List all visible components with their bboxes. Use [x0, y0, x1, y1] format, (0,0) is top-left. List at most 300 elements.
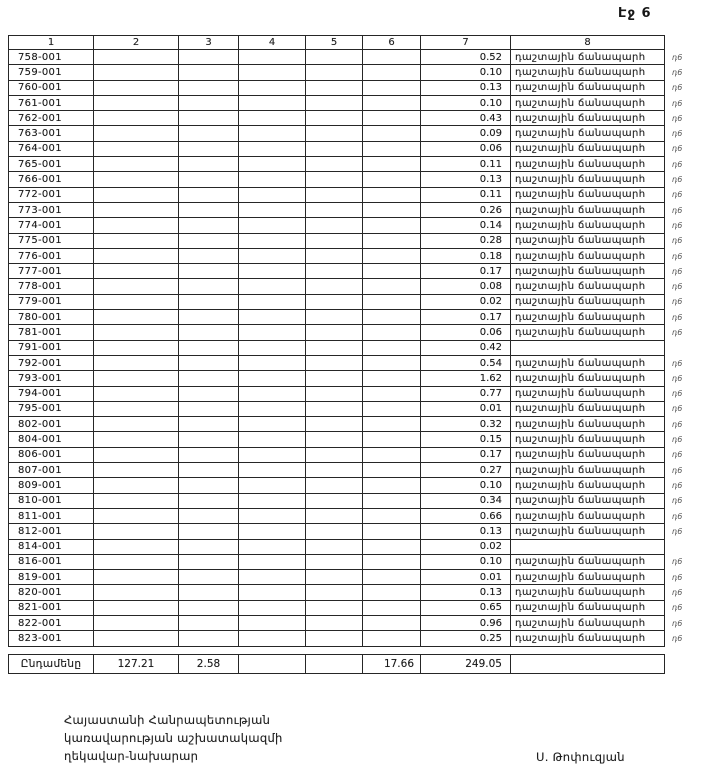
- empty-cell: [94, 585, 179, 600]
- table-body: [9, 50, 695, 647]
- table-row: [9, 478, 695, 493]
- row-code: 804-001: [9, 432, 94, 447]
- table-header-row: [9, 36, 695, 50]
- margin-mark: դ6: [672, 282, 683, 292]
- margin-mark: դ6: [672, 220, 683, 230]
- row-description: դաշտային ճանապարհ: [511, 294, 665, 309]
- table-row: [9, 202, 695, 217]
- margin-mark: դ6: [672, 358, 683, 368]
- empty-cell: [94, 554, 179, 569]
- empty-cell: [94, 508, 179, 523]
- empty-cell: [363, 325, 421, 340]
- row-value: 1.62: [421, 371, 511, 386]
- empty-cell: [306, 126, 363, 141]
- margin-mark: դ6: [672, 67, 683, 77]
- table-row: [9, 172, 695, 187]
- empty-cell: [94, 80, 179, 95]
- empty-cell: [306, 355, 363, 370]
- empty-cell: [363, 50, 421, 65]
- empty-cell: [306, 187, 363, 202]
- empty-cell: [179, 355, 239, 370]
- empty-cell: [511, 655, 665, 674]
- empty-cell: [179, 463, 239, 478]
- margin-mark: դ6: [672, 159, 683, 169]
- column-header: 5: [306, 36, 363, 50]
- margin-spacer: [665, 36, 695, 50]
- row-value: 0.52: [421, 50, 511, 65]
- row-description: դաշտային ճանապարհ: [511, 218, 665, 233]
- row-description: դաշտային ճանապարհ: [511, 493, 665, 508]
- table-row: [9, 294, 695, 309]
- empty-cell: [363, 172, 421, 187]
- empty-cell: [239, 279, 306, 294]
- empty-cell: [179, 447, 239, 462]
- table-row: [9, 524, 695, 539]
- empty-cell: [239, 554, 306, 569]
- empty-cell: [363, 463, 421, 478]
- empty-cell: [179, 126, 239, 141]
- column-header: 4: [239, 36, 306, 50]
- empty-cell: [363, 310, 421, 325]
- table-row: [9, 447, 695, 462]
- empty-cell: [306, 294, 363, 309]
- empty-cell: [94, 355, 179, 370]
- empty-cell: [94, 172, 179, 187]
- empty-cell: [94, 493, 179, 508]
- margin-mark: դ6: [672, 465, 683, 475]
- row-value: 0.10: [421, 554, 511, 569]
- table-row: [9, 111, 695, 126]
- empty-cell: [239, 218, 306, 233]
- margin-mark: դ6: [672, 389, 683, 399]
- empty-cell: [363, 539, 421, 554]
- table-row: [9, 95, 695, 110]
- margin-mark: դ6: [672, 236, 683, 246]
- empty-cell: [179, 585, 239, 600]
- margin-mark: դ6: [672, 419, 683, 429]
- row-value: 0.13: [421, 585, 511, 600]
- margin-mark: [665, 340, 695, 355]
- margin-mark: դ6: [672, 98, 683, 108]
- empty-cell: [363, 187, 421, 202]
- signatory-line-3: ղեկավար-նախարար: [64, 748, 199, 763]
- margin-mark: դ6: [672, 83, 683, 93]
- row-code: 812-001: [9, 524, 94, 539]
- totals-label: Ընդամենը: [9, 655, 94, 674]
- empty-cell: [239, 615, 306, 630]
- margin-mark: դ6: [672, 175, 683, 185]
- row-code: 814-001: [9, 539, 94, 554]
- empty-cell: [306, 264, 363, 279]
- empty-cell: [179, 157, 239, 172]
- empty-cell: [306, 585, 363, 600]
- page-number-label: Էջ 6: [618, 6, 652, 21]
- row-description: դաշտային ճանապարհ: [511, 233, 665, 248]
- empty-cell: [363, 233, 421, 248]
- empty-cell: [94, 340, 179, 355]
- row-code: 761-001: [9, 95, 94, 110]
- table-row: [9, 570, 695, 585]
- empty-cell: [239, 508, 306, 523]
- empty-cell: [94, 447, 179, 462]
- row-value: 0.65: [421, 600, 511, 615]
- empty-cell: [179, 325, 239, 340]
- empty-cell: [363, 264, 421, 279]
- row-description: դաշտային ճանապարհ: [511, 172, 665, 187]
- empty-cell: [179, 371, 239, 386]
- margin-mark: դ6: [672, 312, 683, 322]
- empty-cell: [239, 570, 306, 585]
- empty-cell: [239, 325, 306, 340]
- row-value: 0.13: [421, 524, 511, 539]
- empty-cell: [363, 202, 421, 217]
- empty-cell: [306, 371, 363, 386]
- totals-col6-value: 17.66: [363, 655, 421, 674]
- margin-mark: դ6: [672, 603, 683, 613]
- empty-cell: [94, 386, 179, 401]
- margin-mark: դ6: [672, 190, 683, 200]
- row-code: 760-001: [9, 80, 94, 95]
- empty-cell: [239, 65, 306, 80]
- totals-row: [9, 655, 665, 674]
- table-row: [9, 340, 695, 355]
- empty-cell: [363, 141, 421, 156]
- signatory-title-block: [64, 712, 283, 765]
- row-code: 819-001: [9, 570, 94, 585]
- empty-cell: [239, 233, 306, 248]
- row-code: 758-001: [9, 50, 94, 65]
- row-code: 777-001: [9, 264, 94, 279]
- empty-cell: [363, 65, 421, 80]
- row-value: 0.11: [421, 187, 511, 202]
- row-description: դաշտային ճանապարհ: [511, 371, 665, 386]
- row-description: դաշտային ճանապարհ: [511, 248, 665, 263]
- row-code: 764-001: [9, 141, 94, 156]
- empty-cell: [306, 432, 363, 447]
- empty-cell: [179, 141, 239, 156]
- row-description: դաշտային ճանապարհ: [511, 80, 665, 95]
- empty-cell: [179, 233, 239, 248]
- row-description: դաշտային ճանապարհ: [511, 478, 665, 493]
- signatory-line-2: կառավարության աշխատակազմի: [64, 730, 283, 745]
- row-description: դաշտային ճանապարհ: [511, 50, 665, 65]
- empty-cell: [239, 539, 306, 554]
- empty-cell: [363, 524, 421, 539]
- row-description: դաշտային ճանապարհ: [511, 570, 665, 585]
- empty-cell: [363, 554, 421, 569]
- empty-cell: [239, 401, 306, 416]
- column-header: 2: [94, 36, 179, 50]
- table-row: [9, 50, 695, 65]
- margin-mark: դ6: [672, 633, 683, 643]
- empty-cell: [239, 294, 306, 309]
- empty-cell: [363, 478, 421, 493]
- empty-cell: [363, 126, 421, 141]
- margin-mark: դ6: [672, 113, 683, 123]
- row-code: 772-001: [9, 187, 94, 202]
- row-description: դաշտային ճանապարհ: [511, 401, 665, 416]
- empty-cell: [306, 325, 363, 340]
- empty-cell: [239, 248, 306, 263]
- empty-cell: [94, 218, 179, 233]
- empty-cell: [94, 294, 179, 309]
- empty-cell: [363, 432, 421, 447]
- row-description: դաշտային ճանապարհ: [511, 508, 665, 523]
- margin-mark: դ6: [672, 205, 683, 215]
- empty-cell: [306, 310, 363, 325]
- empty-cell: [179, 554, 239, 569]
- empty-cell: [363, 401, 421, 416]
- empty-cell: [94, 111, 179, 126]
- empty-cell: [306, 248, 363, 263]
- row-value: 0.25: [421, 631, 511, 646]
- empty-cell: [179, 279, 239, 294]
- empty-cell: [94, 371, 179, 386]
- table-row: [9, 554, 695, 569]
- empty-cell: [306, 340, 363, 355]
- row-description: դաշտային ճանապարհ: [511, 264, 665, 279]
- empty-cell: [94, 524, 179, 539]
- empty-cell: [363, 386, 421, 401]
- totals-table: [8, 654, 665, 674]
- table-row: [9, 310, 695, 325]
- empty-cell: [306, 631, 363, 646]
- empty-cell: [179, 111, 239, 126]
- empty-cell: [239, 655, 306, 674]
- row-code: 779-001: [9, 294, 94, 309]
- row-value: 0.18: [421, 248, 511, 263]
- row-description: դաշտային ճանապարհ: [511, 279, 665, 294]
- row-value: 0.01: [421, 401, 511, 416]
- row-description: դաշտային ճանապարհ: [511, 111, 665, 126]
- empty-cell: [94, 463, 179, 478]
- empty-cell: [94, 478, 179, 493]
- empty-cell: [239, 126, 306, 141]
- empty-cell: [363, 340, 421, 355]
- row-description: դաշտային ճանապարհ: [511, 585, 665, 600]
- row-description: դաշտային ճանապարհ: [511, 386, 665, 401]
- empty-cell: [94, 615, 179, 630]
- empty-cell: [306, 50, 363, 65]
- row-value: 0.43: [421, 111, 511, 126]
- row-description: [511, 340, 665, 355]
- empty-cell: [94, 401, 179, 416]
- empty-cell: [94, 202, 179, 217]
- row-value: 0.13: [421, 172, 511, 187]
- row-value: 0.17: [421, 264, 511, 279]
- row-code: 802-001: [9, 417, 94, 432]
- row-description: դաշտային ճանապարհ: [511, 325, 665, 340]
- margin-mark: դ6: [672, 129, 683, 139]
- table-row: [9, 325, 695, 340]
- empty-cell: [179, 386, 239, 401]
- row-code: 794-001: [9, 386, 94, 401]
- table-row: [9, 508, 695, 523]
- row-value: 0.13: [421, 80, 511, 95]
- empty-cell: [179, 478, 239, 493]
- empty-cell: [179, 202, 239, 217]
- empty-cell: [363, 111, 421, 126]
- empty-cell: [179, 493, 239, 508]
- empty-cell: [94, 600, 179, 615]
- table-row: [9, 539, 695, 554]
- row-description: դաշտային ճանապարհ: [511, 432, 665, 447]
- row-value: 0.96: [421, 615, 511, 630]
- row-description: դաշտային ճանապարհ: [511, 95, 665, 110]
- empty-cell: [306, 218, 363, 233]
- empty-cell: [179, 310, 239, 325]
- empty-cell: [306, 600, 363, 615]
- row-value: 0.34: [421, 493, 511, 508]
- empty-cell: [363, 615, 421, 630]
- row-code: 773-001: [9, 202, 94, 217]
- empty-cell: [239, 524, 306, 539]
- row-value: 0.01: [421, 570, 511, 585]
- row-code: 763-001: [9, 126, 94, 141]
- row-description: դաշտային ճանապարհ: [511, 187, 665, 202]
- empty-cell: [179, 340, 239, 355]
- empty-cell: [179, 248, 239, 263]
- empty-cell: [306, 615, 363, 630]
- margin-mark: դ6: [672, 572, 683, 582]
- empty-cell: [179, 417, 239, 432]
- row-code: 778-001: [9, 279, 94, 294]
- empty-cell: [179, 508, 239, 523]
- empty-cell: [179, 432, 239, 447]
- empty-cell: [179, 570, 239, 585]
- row-code: 780-001: [9, 310, 94, 325]
- row-description: դաշտային ճանապարհ: [511, 141, 665, 156]
- empty-cell: [306, 554, 363, 569]
- row-code: 823-001: [9, 631, 94, 646]
- empty-cell: [179, 294, 239, 309]
- empty-cell: [306, 401, 363, 416]
- row-code: 792-001: [9, 355, 94, 370]
- empty-cell: [94, 248, 179, 263]
- empty-cell: [94, 157, 179, 172]
- row-value: 0.10: [421, 95, 511, 110]
- empty-cell: [363, 600, 421, 615]
- margin-mark: դ6: [672, 373, 683, 383]
- margin-mark: դ6: [672, 526, 683, 536]
- empty-cell: [239, 463, 306, 478]
- margin-mark: դ6: [672, 52, 683, 62]
- empty-cell: [306, 524, 363, 539]
- row-description: դաշտային ճանապարհ: [511, 600, 665, 615]
- row-value: 0.54: [421, 355, 511, 370]
- table-row: [9, 615, 695, 630]
- row-code: 774-001: [9, 218, 94, 233]
- table-row: [9, 631, 695, 646]
- empty-cell: [179, 539, 239, 554]
- table-row: [9, 65, 695, 80]
- row-value: 0.14: [421, 218, 511, 233]
- empty-cell: [94, 279, 179, 294]
- empty-cell: [306, 478, 363, 493]
- row-description: դաշտային ճանապարհ: [511, 631, 665, 646]
- empty-cell: [179, 65, 239, 80]
- table-row: [9, 279, 695, 294]
- empty-cell: [239, 417, 306, 432]
- totals-col2-value: 127.21: [94, 655, 179, 674]
- table-row: [9, 126, 695, 141]
- table-row: [9, 432, 695, 447]
- row-code: 791-001: [9, 340, 94, 355]
- empty-cell: [363, 371, 421, 386]
- row-code: 776-001: [9, 248, 94, 263]
- row-code: 809-001: [9, 478, 94, 493]
- empty-cell: [363, 248, 421, 263]
- empty-cell: [94, 264, 179, 279]
- empty-cell: [306, 80, 363, 95]
- row-value: 0.17: [421, 447, 511, 462]
- margin-mark: դ6: [672, 618, 683, 628]
- margin-mark: դ6: [672, 327, 683, 337]
- empty-cell: [179, 631, 239, 646]
- empty-cell: [179, 80, 239, 95]
- row-value: 0.77: [421, 386, 511, 401]
- empty-cell: [94, 233, 179, 248]
- empty-cell: [306, 233, 363, 248]
- empty-cell: [239, 187, 306, 202]
- row-value: 0.26: [421, 202, 511, 217]
- empty-cell: [94, 539, 179, 554]
- empty-cell: [239, 585, 306, 600]
- empty-cell: [239, 172, 306, 187]
- empty-cell: [239, 80, 306, 95]
- row-value: 0.09: [421, 126, 511, 141]
- margin-mark: դ6: [672, 404, 683, 414]
- table-row: [9, 600, 695, 615]
- row-value: 0.10: [421, 65, 511, 80]
- empty-cell: [363, 508, 421, 523]
- row-value: 0.66: [421, 508, 511, 523]
- row-code: 781-001: [9, 325, 94, 340]
- row-value: 0.28: [421, 233, 511, 248]
- empty-cell: [179, 187, 239, 202]
- empty-cell: [239, 371, 306, 386]
- empty-cell: [306, 539, 363, 554]
- row-value: 0.02: [421, 539, 511, 554]
- table-row: [9, 157, 695, 172]
- row-code: 807-001: [9, 463, 94, 478]
- row-value: 0.42: [421, 340, 511, 355]
- empty-cell: [239, 202, 306, 217]
- empty-cell: [363, 447, 421, 462]
- margin-mark: դ6: [672, 511, 683, 521]
- table-row: [9, 371, 695, 386]
- empty-cell: [306, 65, 363, 80]
- margin-mark: դ6: [672, 297, 683, 307]
- row-value: 0.08: [421, 279, 511, 294]
- table-row: [9, 493, 695, 508]
- margin-mark: դ6: [672, 557, 683, 567]
- empty-cell: [363, 157, 421, 172]
- margin-mark: դ6: [672, 435, 683, 445]
- row-description: դաշտային ճանապարհ: [511, 615, 665, 630]
- signatory-line-1: Հայաստանի Հանրապետության: [64, 713, 271, 727]
- empty-cell: [239, 355, 306, 370]
- row-value: 0.06: [421, 325, 511, 340]
- empty-cell: [363, 294, 421, 309]
- table-row: [9, 417, 695, 432]
- empty-cell: [306, 95, 363, 110]
- empty-cell: [179, 401, 239, 416]
- empty-cell: [363, 570, 421, 585]
- empty-cell: [179, 524, 239, 539]
- empty-cell: [179, 600, 239, 615]
- empty-cell: [239, 631, 306, 646]
